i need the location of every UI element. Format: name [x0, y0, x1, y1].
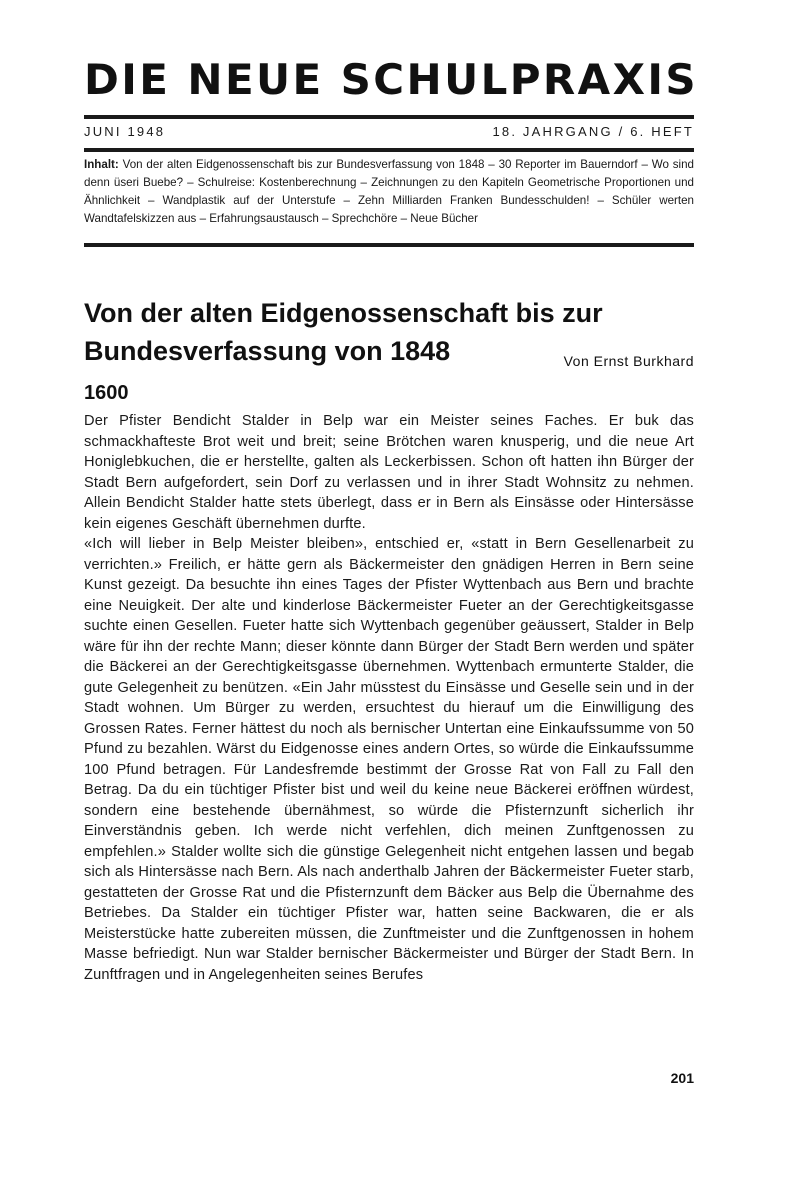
article-body	[84, 411, 694, 985]
page-number: 201	[670, 1070, 694, 1086]
masthead-rule	[84, 115, 694, 119]
article-byline: Von Ernst Burkhard	[563, 353, 694, 369]
toc-label: Inhalt:	[84, 158, 119, 171]
issue-line	[84, 124, 694, 142]
issue-volume: 18. JAHRGANG / 6. HEFT	[492, 124, 694, 139]
article-title-line-1: Von der alten Eidgenossenschaft bis zur	[84, 298, 603, 328]
issue-date: JUNI 1948	[84, 124, 166, 139]
year-heading: 1600	[84, 382, 129, 404]
body-paragraph: Der Pfister Bendicht Stalder in Belp war ein Meister seines Faches. Er buk das schmackhafteste Brot weit und breit; seine Brötchen waren knusperig, und die neue Art Honiglebkuchen, die er herstellte, galten als Leckerbissen. Schon oft hatten ihn Bürger der Stadt Bern aufgefordert, sein Dorf zu verlassen und in ihrer Stadt Wohnsitz zu nehmen. Allein Bendicht Stalder hatte stets überlegt, dass er in Bern als Einsässe oder Hintersässe kein eigenes Geschäft übernehmen durfte.	[84, 413, 694, 532]
toc-rule	[84, 243, 694, 247]
issue-rule	[84, 148, 694, 152]
toc-text: Von der alten Eidgenossenschaft bis zur Bundesverfassung von 1848 – 30 Reporter im Bauerndorf – Wo sind denn üseri Buebe? – Schulreise: Kostenberechnung – Zeichnungen zu den Kapiteln Geometrische Proportionen und Ähnlichkeit – Wandplastik auf der Unterstufe – Zehn Milliarden Franken Bundesschulden! – Schüler werten Wandtafelskizzen aus – Erfahrungsaustausch – Sprechchöre – Neue Bücher	[84, 158, 694, 225]
body-paragraph: «Ich will lieber in Belp Meister bleiben», entschied er, «statt in Bern Gesellenarbeit zu verrichten.» Freilich, er hätte gern als Bäckermeister den gnädigen Herren in Bern seine Kunst gezeigt. Da besuchte ihn eines Tages der Pfister Wyttenbach aus Bern und brachte eine Neuigkeit. Der alte und kinderlose Bäckermeister Fueter an der Gerechtigkeitsgasse suchte einen Gesellen. Fueter hatte sich Wyttenbach gegenüber geäussert, Stalder in Belp wäre für ihn der rechte Mann; dieser könnte dann Bürger der Stadt Bern werden und später die Bäckerei an der Gerechtigkeitsgasse übernehmen. Wyttenbach ermunterte Stalder, die gute Gelegenheit zu benützen. «Ein Jahr müsstest du Einsässe und Geselle sein und in der Stadt wohnen. Um Bürger zu werden, ersuchtest du hierauf um die Einwilligung des Grossen Rates. Ferner hättest du noch als bernischer Untertan eine Einkaufssumme von 50 Pfund zu bezahlen. Wärst du Eidgenosse eines andern Ortes, so würde die Einkaufssumme 100 Pfund betragen. Für Landesfremde bestimmt der Grosse Rat von Fall zu Fall den Betrag. Da du ein tüchtiger Pfister bist und weil du keine neue Bäckerei eröffnen würdest, sondern eine bestehende übernähmest, so würde die Pfisternzunft sicherlich ihr Einverständnis geben. Ich werde nicht verfehlen, dich meinen Zunftgenossen zu empfehlen.» Stalder wollte sich die günstige Gelegenheit nicht entgehen lassen und begab sich als Hintersässe nach Bern. Als nach anderthalb Jahren der Bäckermeister Fueter starb, gestatteten der Grosse Rat und die Pfisternzunft dem Bäcker aus Belp die Übernahme des Betriebes. Da Stalder ein tüchtiger Pfister war, hatten seine Backwaren, die er als Meisterstücke hatte zubereiten müssen, die Zunftmeister und die Zunftgenossen in hohem Masse befriedigt. Nun war Stalder bernischer Bäckermeister und Bürger der Stadt Bern. In Zunftfragen und in Angelegenheiten seines Berufes	[84, 536, 694, 983]
article-title-line-2: Bundesverfassung von 1848	[84, 336, 451, 366]
table-of-contents	[84, 156, 694, 228]
article-title	[84, 294, 694, 370]
masthead-title: DIE NEUE SCHULPRAXIS	[84, 55, 699, 104]
